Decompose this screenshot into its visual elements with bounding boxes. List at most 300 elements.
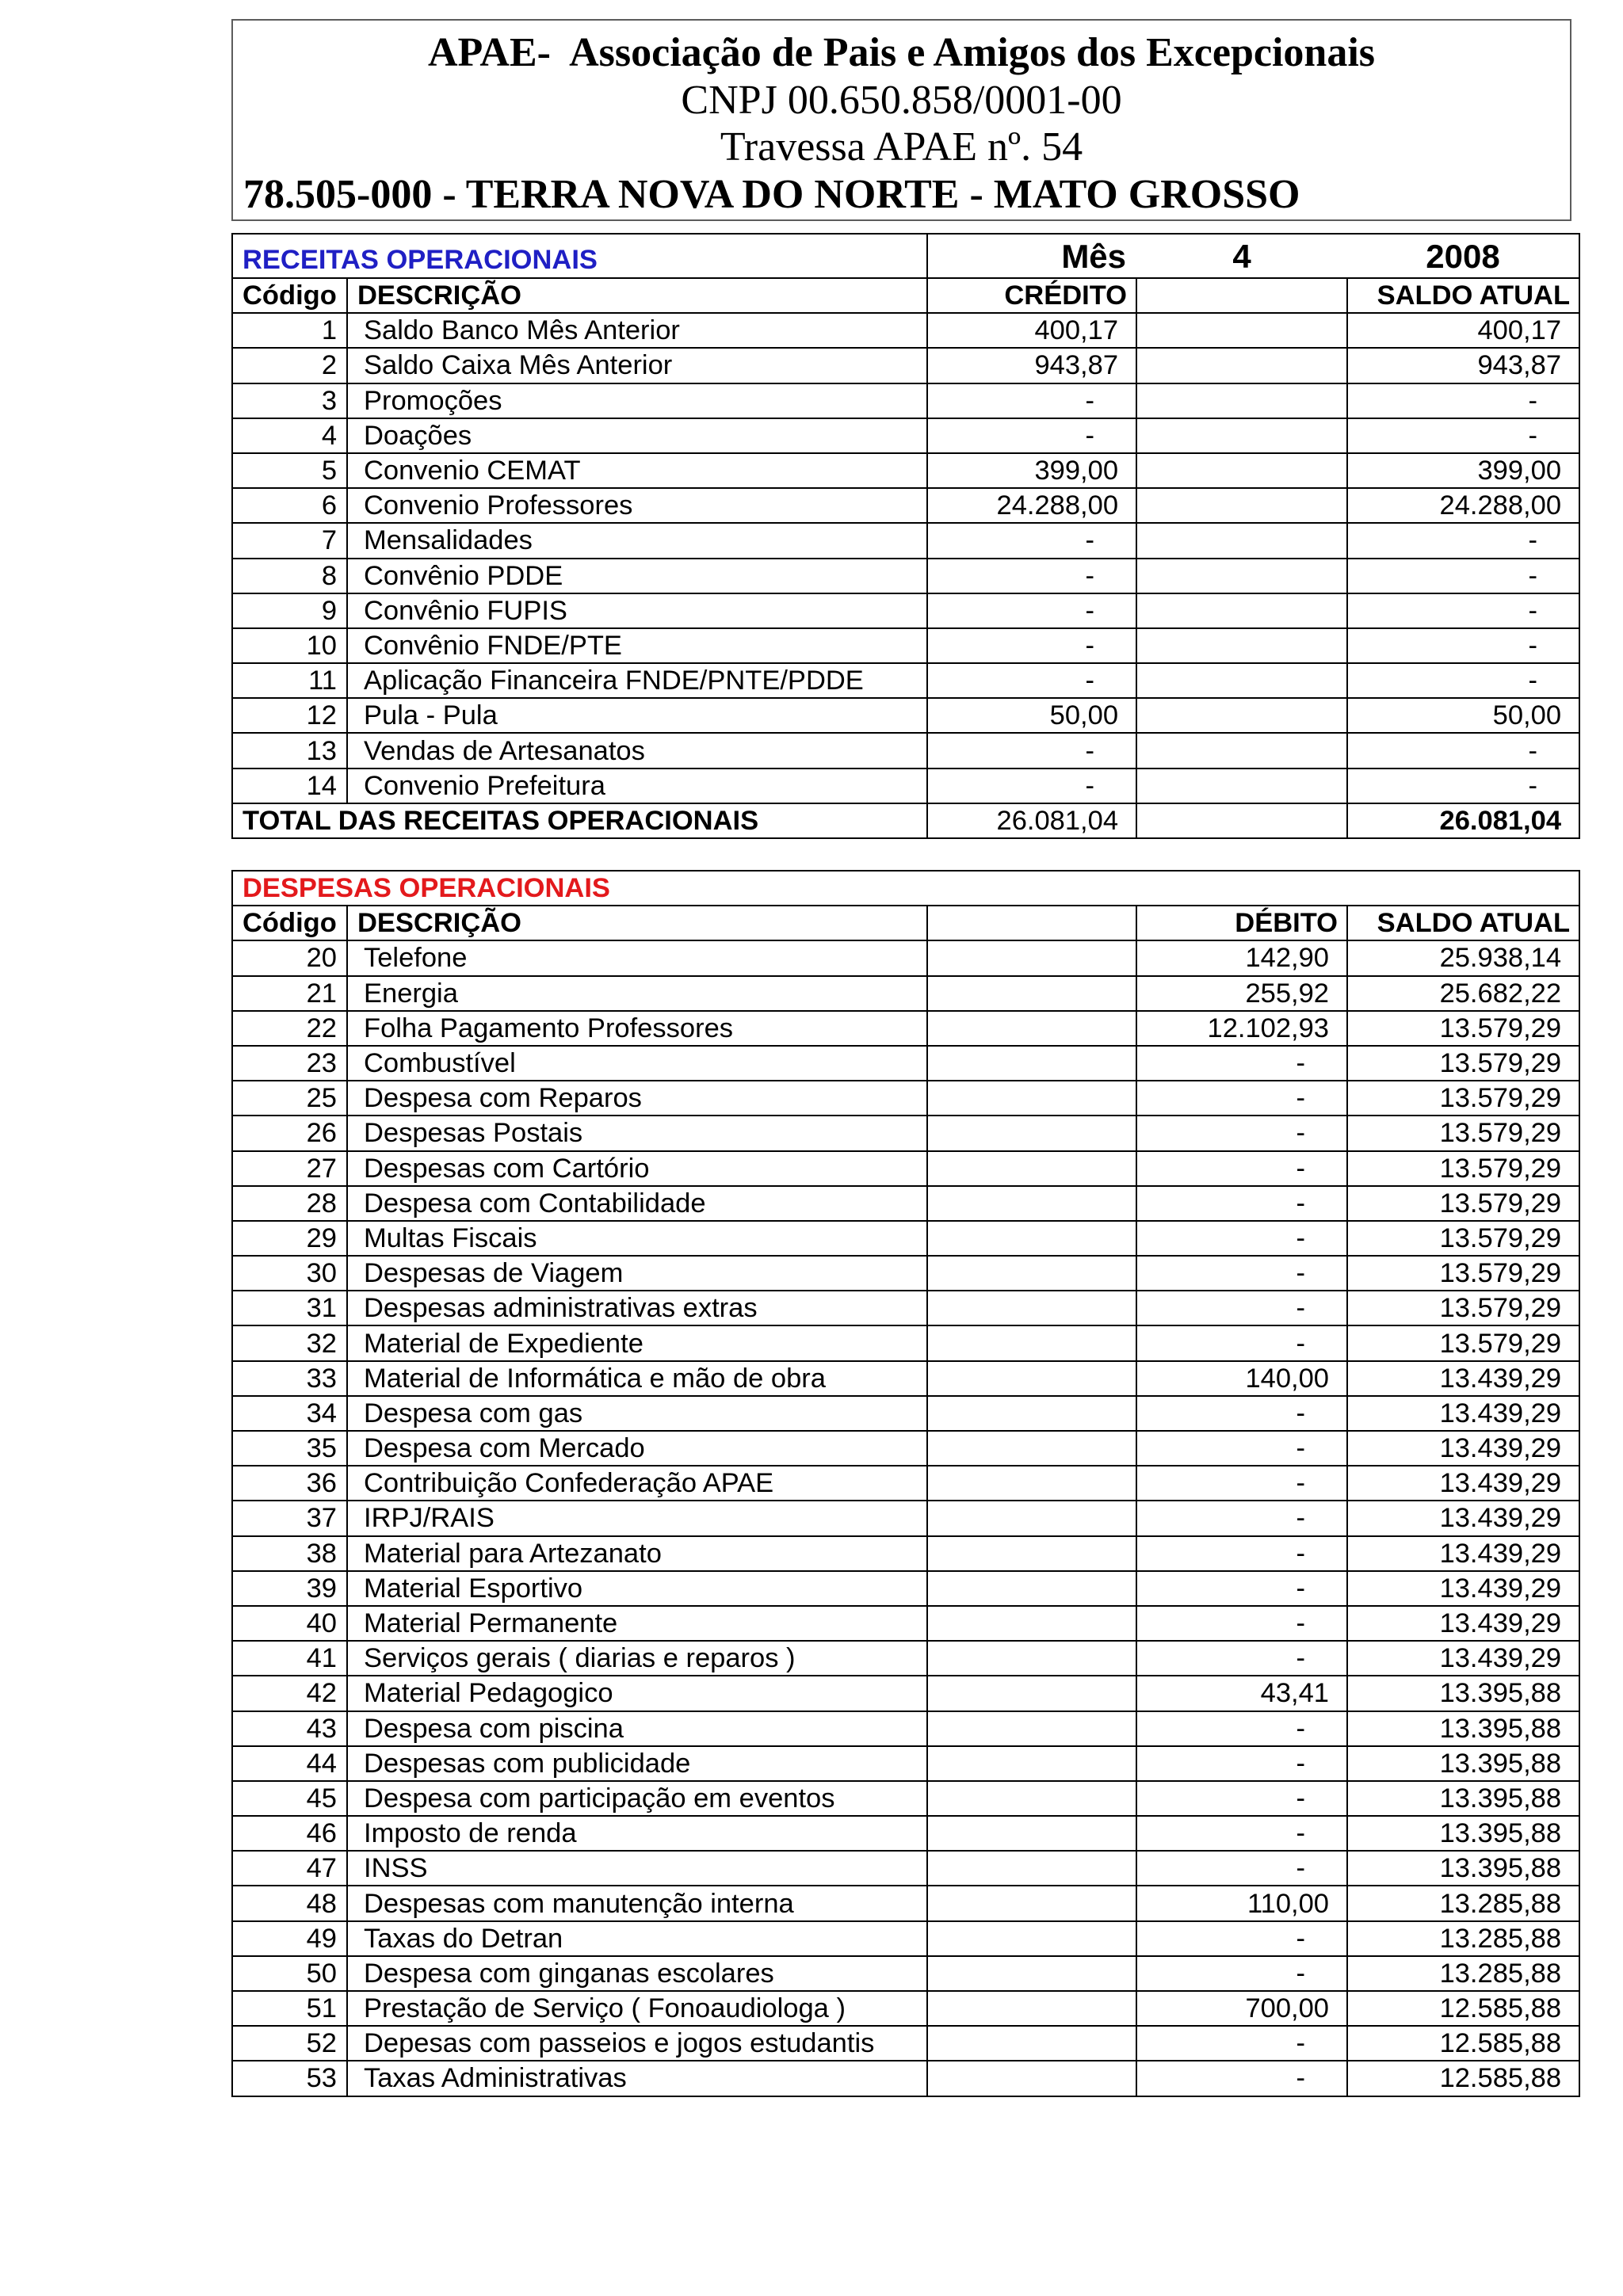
cell-code: 51 bbox=[232, 1991, 347, 2026]
cell-description: Convenio Prefeitura bbox=[347, 769, 927, 803]
empty-cell bbox=[927, 1046, 1136, 1081]
cell-code: 23 bbox=[232, 1046, 347, 1081]
empty-cell bbox=[1136, 348, 1347, 383]
empty-cell bbox=[927, 2061, 1136, 2096]
cell-debit: - bbox=[1136, 1291, 1347, 1325]
cell-code: 41 bbox=[232, 1641, 347, 1676]
despesas-row bbox=[232, 1221, 1579, 1256]
cell-description: Convenio Professores bbox=[347, 488, 927, 523]
empty-cell bbox=[927, 1781, 1136, 1816]
cell-code: 37 bbox=[232, 1501, 347, 1535]
column-header-description: DESCRIÇÃO bbox=[347, 906, 927, 940]
despesas-table-body bbox=[232, 871, 1579, 2096]
cell-description: Despesas Postais bbox=[347, 1116, 927, 1150]
empty-cell bbox=[927, 1466, 1136, 1501]
cell-description: Material Permanente bbox=[347, 1606, 927, 1641]
cell-code: 5 bbox=[232, 453, 347, 488]
despesas-row bbox=[232, 1746, 1579, 1781]
despesas-row bbox=[232, 976, 1579, 1011]
cell-description: Taxas Administrativas bbox=[347, 2061, 927, 2096]
empty-cell bbox=[1136, 313, 1347, 348]
cell-balance: 13.395,88 bbox=[1347, 1816, 1579, 1851]
cell-balance: 13.285,88 bbox=[1347, 1921, 1579, 1956]
cell-description: Material de Expediente bbox=[347, 1325, 927, 1360]
empty-cell bbox=[1136, 383, 1347, 418]
cell-code: 45 bbox=[232, 1781, 347, 1816]
cell-code: 3 bbox=[232, 383, 347, 418]
cell-balance: 13.439,29 bbox=[1347, 1431, 1579, 1466]
cell-debit: - bbox=[1136, 1256, 1347, 1291]
cell-balance: 12.585,88 bbox=[1347, 2061, 1579, 2096]
empty-cell bbox=[927, 1011, 1136, 1046]
cell-balance: 13.439,29 bbox=[1347, 1571, 1579, 1606]
cell-description: Telefone bbox=[347, 940, 927, 975]
cell-description: Pula - Pula bbox=[347, 698, 927, 733]
cell-debit: - bbox=[1136, 1606, 1347, 1641]
despesas-row bbox=[232, 1186, 1579, 1221]
cell-balance: 13.395,88 bbox=[1347, 1851, 1579, 1886]
cell-description: IRPJ/RAIS bbox=[347, 1501, 927, 1535]
cell-balance: 13.395,88 bbox=[1347, 1711, 1579, 1746]
cell-code: 43 bbox=[232, 1711, 347, 1746]
cell-debit: - bbox=[1136, 1466, 1347, 1501]
cell-description: Despesa com ginganas escolares bbox=[347, 1956, 927, 1991]
cell-description: Despesa com Contabilidade bbox=[347, 1186, 927, 1221]
period-month-label: Mês bbox=[927, 234, 1136, 278]
cell-credit: - bbox=[927, 383, 1136, 418]
despesas-row bbox=[232, 2026, 1579, 2061]
cell-balance: 13.285,88 bbox=[1347, 1956, 1579, 1991]
cell-balance: 13.439,29 bbox=[1347, 1641, 1579, 1676]
empty-cell bbox=[1136, 663, 1347, 698]
empty-cell bbox=[1136, 628, 1347, 663]
empty-cell bbox=[927, 1676, 1136, 1711]
period-month: 4 bbox=[1136, 234, 1347, 278]
empty-cell bbox=[927, 1746, 1136, 1781]
cell-balance: 13.439,29 bbox=[1347, 1396, 1579, 1431]
cell-debit: - bbox=[1136, 1325, 1347, 1360]
receitas-table bbox=[231, 233, 1580, 839]
despesas-table bbox=[231, 870, 1580, 2097]
despesas-row bbox=[232, 940, 1579, 975]
cell-code: 4 bbox=[232, 418, 347, 453]
cell-code: 2 bbox=[232, 348, 347, 383]
cell-balance: 24.288,00 bbox=[1347, 488, 1579, 523]
cell-balance: 399,00 bbox=[1347, 453, 1579, 488]
receitas-row bbox=[232, 418, 1579, 453]
despesas-row bbox=[232, 1886, 1579, 1920]
cell-credit: 399,00 bbox=[927, 453, 1136, 488]
cell-balance: 13.579,29 bbox=[1347, 1291, 1579, 1325]
cell-balance: - bbox=[1347, 418, 1579, 453]
cell-code: 6 bbox=[232, 488, 347, 523]
cell-description: Convênio FUPIS bbox=[347, 593, 927, 628]
despesas-row bbox=[232, 1431, 1579, 1466]
organization-name: APAE- Associação de Pais e Amigos dos Excepcionais bbox=[427, 30, 1376, 75]
cell-balance: 50,00 bbox=[1347, 698, 1579, 733]
cell-description: Taxas do Detran bbox=[347, 1921, 927, 1956]
cell-code: 26 bbox=[232, 1116, 347, 1150]
total-credit: 26.081,04 bbox=[927, 803, 1136, 838]
cell-balance: 400,17 bbox=[1347, 313, 1579, 348]
despesas-row bbox=[232, 1641, 1579, 1676]
cell-description: Vendas de Artesanatos bbox=[347, 733, 927, 768]
cell-balance: 13.395,88 bbox=[1347, 1676, 1579, 1711]
cell-debit: 110,00 bbox=[1136, 1886, 1347, 1920]
empty-cell bbox=[1136, 733, 1347, 768]
cell-code: 44 bbox=[232, 1746, 347, 1781]
cell-balance: - bbox=[1347, 663, 1579, 698]
empty-cell bbox=[927, 1641, 1136, 1676]
cell-description: Despesa com participação em eventos bbox=[347, 1781, 927, 1816]
cell-balance: - bbox=[1347, 559, 1579, 593]
empty-cell bbox=[927, 1116, 1136, 1150]
cell-code: 34 bbox=[232, 1396, 347, 1431]
cell-code: 29 bbox=[232, 1221, 347, 1256]
cell-code: 1 bbox=[232, 313, 347, 348]
empty-cell bbox=[927, 1501, 1136, 1535]
cell-credit: 400,17 bbox=[927, 313, 1136, 348]
cell-code: 9 bbox=[232, 593, 347, 628]
cell-credit: - bbox=[927, 559, 1136, 593]
despesas-row bbox=[232, 1116, 1579, 1150]
column-header-debit: DÉBITO bbox=[1136, 906, 1347, 940]
empty-header-cell bbox=[927, 906, 1136, 940]
cell-code: 36 bbox=[232, 1466, 347, 1501]
column-header-code: Código bbox=[232, 906, 347, 940]
period-year: 2008 bbox=[1347, 234, 1579, 278]
receitas-row bbox=[232, 383, 1579, 418]
cell-balance: - bbox=[1347, 733, 1579, 768]
receitas-row bbox=[232, 663, 1579, 698]
empty-cell bbox=[927, 1291, 1136, 1325]
cell-credit: - bbox=[927, 663, 1136, 698]
empty-cell bbox=[1136, 803, 1347, 838]
cell-balance: 943,87 bbox=[1347, 348, 1579, 383]
empty-cell bbox=[1136, 418, 1347, 453]
receitas-row bbox=[232, 628, 1579, 663]
cell-code: 47 bbox=[232, 1851, 347, 1886]
cell-code: 48 bbox=[232, 1886, 347, 1920]
despesas-row bbox=[232, 1396, 1579, 1431]
despesas-row bbox=[232, 1011, 1579, 1046]
total-label: TOTAL DAS RECEITAS OPERACIONAIS bbox=[232, 803, 927, 838]
cell-debit: - bbox=[1136, 1781, 1347, 1816]
cell-balance: - bbox=[1347, 628, 1579, 663]
empty-cell bbox=[927, 1256, 1136, 1291]
cell-debit: - bbox=[1136, 1921, 1347, 1956]
empty-cell bbox=[1136, 453, 1347, 488]
cell-debit: - bbox=[1136, 1116, 1347, 1150]
empty-cell bbox=[927, 976, 1136, 1011]
cell-debit: 12.102,93 bbox=[1136, 1011, 1347, 1046]
cell-debit: - bbox=[1136, 1816, 1347, 1851]
receitas-table-body bbox=[232, 234, 1579, 838]
cell-credit: - bbox=[927, 733, 1136, 768]
column-header-code: Código bbox=[232, 278, 347, 313]
cell-description: Despesas com manutenção interna bbox=[347, 1886, 927, 1920]
empty-cell bbox=[1136, 698, 1347, 733]
cell-credit: - bbox=[927, 593, 1136, 628]
cell-description: Multas Fiscais bbox=[347, 1221, 927, 1256]
cell-balance: 13.395,88 bbox=[1347, 1781, 1579, 1816]
despesas-title-row bbox=[232, 871, 1579, 906]
cell-balance: 13.579,29 bbox=[1347, 1116, 1579, 1150]
document-header bbox=[231, 19, 1571, 221]
despesas-row bbox=[232, 2061, 1579, 2096]
cell-description: Despesas administrativas extras bbox=[347, 1291, 927, 1325]
despesas-row bbox=[232, 1256, 1579, 1291]
cell-code: 38 bbox=[232, 1536, 347, 1571]
cell-description: Despesas com publicidade bbox=[347, 1746, 927, 1781]
empty-cell bbox=[1136, 523, 1347, 558]
cell-balance: 13.579,29 bbox=[1347, 1011, 1579, 1046]
empty-cell bbox=[927, 1571, 1136, 1606]
empty-cell bbox=[927, 2026, 1136, 2061]
cell-code: 35 bbox=[232, 1431, 347, 1466]
cell-balance: 13.579,29 bbox=[1347, 1151, 1579, 1186]
empty-cell bbox=[927, 1711, 1136, 1746]
despesas-row bbox=[232, 1921, 1579, 1956]
cell-debit: - bbox=[1136, 2026, 1347, 2061]
cell-code: 10 bbox=[232, 628, 347, 663]
despesas-row bbox=[232, 1851, 1579, 1886]
cell-description: Convênio PDDE bbox=[347, 559, 927, 593]
cell-credit: - bbox=[927, 628, 1136, 663]
cell-credit: 24.288,00 bbox=[927, 488, 1136, 523]
cell-code: 21 bbox=[232, 976, 347, 1011]
cell-description: Combustível bbox=[347, 1046, 927, 1081]
empty-cell bbox=[927, 1991, 1136, 2026]
cell-balance: 13.439,29 bbox=[1347, 1466, 1579, 1501]
empty-cell bbox=[927, 1221, 1136, 1256]
despesas-row bbox=[232, 1781, 1579, 1816]
despesas-row bbox=[232, 1711, 1579, 1746]
cell-debit: 43,41 bbox=[1136, 1676, 1347, 1711]
empty-cell bbox=[927, 1921, 1136, 1956]
cell-description: Aplicação Financeira FNDE/PNTE/PDDE bbox=[347, 663, 927, 698]
cell-debit: - bbox=[1136, 1221, 1347, 1256]
despesas-row bbox=[232, 1991, 1579, 2026]
cell-debit: - bbox=[1136, 1046, 1347, 1081]
cell-code: 11 bbox=[232, 663, 347, 698]
cell-credit: - bbox=[927, 418, 1136, 453]
empty-header-cell bbox=[1136, 278, 1347, 313]
despesas-row bbox=[232, 1501, 1579, 1535]
receitas-row bbox=[232, 698, 1579, 733]
cell-balance: 25.682,22 bbox=[1347, 976, 1579, 1011]
address-line: Travessa APAE nº. 54 bbox=[720, 124, 1083, 170]
cell-balance: 12.585,88 bbox=[1347, 2026, 1579, 2061]
despesas-header-row bbox=[232, 906, 1579, 940]
cell-description: Doações bbox=[347, 418, 927, 453]
despesas-row bbox=[232, 1151, 1579, 1186]
cell-debit: - bbox=[1136, 1186, 1347, 1221]
cell-code: 50 bbox=[232, 1956, 347, 1991]
cell-description: Energia bbox=[347, 976, 927, 1011]
cell-balance: 13.579,29 bbox=[1347, 1256, 1579, 1291]
cell-code: 22 bbox=[232, 1011, 347, 1046]
empty-cell bbox=[927, 1396, 1136, 1431]
cell-code: 49 bbox=[232, 1921, 347, 1956]
cell-credit: - bbox=[927, 769, 1136, 803]
cell-balance: 13.579,29 bbox=[1347, 1186, 1579, 1221]
cell-code: 53 bbox=[232, 2061, 347, 2096]
despesas-row bbox=[232, 1466, 1579, 1501]
cell-debit: - bbox=[1136, 1851, 1347, 1886]
cell-balance: 13.579,29 bbox=[1347, 1325, 1579, 1360]
despesas-row bbox=[232, 1325, 1579, 1360]
cell-credit: 943,87 bbox=[927, 348, 1136, 383]
cell-code: 40 bbox=[232, 1606, 347, 1641]
cell-balance: 13.579,29 bbox=[1347, 1046, 1579, 1081]
total-balance: 26.081,04 bbox=[1347, 803, 1579, 838]
cell-code: 28 bbox=[232, 1186, 347, 1221]
despesas-row bbox=[232, 1046, 1579, 1081]
cell-code: 20 bbox=[232, 940, 347, 975]
despesas-row bbox=[232, 1571, 1579, 1606]
cell-description: Mensalidades bbox=[347, 523, 927, 558]
cell-balance: 13.395,88 bbox=[1347, 1746, 1579, 1781]
cell-debit: - bbox=[1136, 1956, 1347, 1991]
cell-code: 30 bbox=[232, 1256, 347, 1291]
empty-cell bbox=[927, 940, 1136, 975]
empty-cell bbox=[927, 1816, 1136, 1851]
cell-credit: - bbox=[927, 523, 1136, 558]
cell-description: Material de Informática e mão de obra bbox=[347, 1361, 927, 1396]
cell-debit: - bbox=[1136, 1641, 1347, 1676]
cell-balance: - bbox=[1347, 593, 1579, 628]
column-header-balance: SALDO ATUAL bbox=[1347, 906, 1579, 940]
empty-cell bbox=[927, 1956, 1136, 1991]
despesas-row bbox=[232, 1816, 1579, 1851]
cell-description: Convênio FNDE/PTE bbox=[347, 628, 927, 663]
despesas-row bbox=[232, 1361, 1579, 1396]
cell-credit: 50,00 bbox=[927, 698, 1136, 733]
cell-code: 12 bbox=[232, 698, 347, 733]
cell-balance: 13.285,88 bbox=[1347, 1886, 1579, 1920]
cell-description: Promoções bbox=[347, 383, 927, 418]
cell-description: Saldo Caixa Mês Anterior bbox=[347, 348, 927, 383]
cell-description: Despesas de Viagem bbox=[347, 1256, 927, 1291]
empty-cell bbox=[927, 1325, 1136, 1360]
cell-balance: 13.439,29 bbox=[1347, 1361, 1579, 1396]
cell-debit: 142,90 bbox=[1136, 940, 1347, 975]
cell-balance: - bbox=[1347, 523, 1579, 558]
empty-cell bbox=[927, 1851, 1136, 1886]
cell-balance: 12.585,88 bbox=[1347, 1991, 1579, 2026]
cell-description: INSS bbox=[347, 1851, 927, 1886]
receitas-row bbox=[232, 733, 1579, 768]
cell-balance: - bbox=[1347, 769, 1579, 803]
despesas-row bbox=[232, 1081, 1579, 1116]
cell-description: Convenio CEMAT bbox=[347, 453, 927, 488]
empty-cell bbox=[1136, 488, 1347, 523]
cell-code: 25 bbox=[232, 1081, 347, 1116]
receitas-row bbox=[232, 523, 1579, 558]
despesas-title: DESPESAS OPERACIONAIS bbox=[232, 871, 1579, 906]
cell-code: 8 bbox=[232, 559, 347, 593]
receitas-total-row bbox=[232, 803, 1579, 838]
cell-debit: - bbox=[1136, 1431, 1347, 1466]
cell-code: 14 bbox=[232, 769, 347, 803]
receitas-row bbox=[232, 769, 1579, 803]
cell-balance: 13.579,29 bbox=[1347, 1081, 1579, 1116]
column-header-balance: SALDO ATUAL bbox=[1347, 278, 1579, 313]
cell-balance: 13.579,29 bbox=[1347, 1221, 1579, 1256]
cell-balance: 13.439,29 bbox=[1347, 1501, 1579, 1535]
receitas-row bbox=[232, 488, 1579, 523]
cell-balance: 13.439,29 bbox=[1347, 1606, 1579, 1641]
empty-cell bbox=[927, 1606, 1136, 1641]
receitas-row bbox=[232, 453, 1579, 488]
receitas-row bbox=[232, 559, 1579, 593]
cell-description: Material Esportivo bbox=[347, 1571, 927, 1606]
cell-description: Depesas com passeios e jogos estudantis bbox=[347, 2026, 927, 2061]
despesas-row bbox=[232, 1606, 1579, 1641]
column-header-description: DESCRIÇÃO bbox=[347, 278, 927, 313]
despesas-row bbox=[232, 1536, 1579, 1571]
cell-debit: - bbox=[1136, 1501, 1347, 1535]
cell-debit: - bbox=[1136, 1396, 1347, 1431]
cell-description: Prestação de Serviço ( Fonoaudiologa ) bbox=[347, 1991, 927, 2026]
cell-debit: - bbox=[1136, 1536, 1347, 1571]
empty-cell bbox=[927, 1081, 1136, 1116]
receitas-row bbox=[232, 313, 1579, 348]
cell-balance: - bbox=[1347, 383, 1579, 418]
empty-cell bbox=[1136, 769, 1347, 803]
despesas-row bbox=[232, 1291, 1579, 1325]
receitas-row bbox=[232, 593, 1579, 628]
cell-balance: 25.938,14 bbox=[1347, 940, 1579, 975]
cell-description: Serviços gerais ( diarias e reparos ) bbox=[347, 1641, 927, 1676]
empty-cell bbox=[927, 1186, 1136, 1221]
cell-description: Imposto de renda bbox=[347, 1816, 927, 1851]
empty-cell bbox=[927, 1361, 1136, 1396]
cell-debit: - bbox=[1136, 1746, 1347, 1781]
cell-description: Despesa com piscina bbox=[347, 1711, 927, 1746]
cell-code: 42 bbox=[232, 1676, 347, 1711]
cell-debit: - bbox=[1136, 1571, 1347, 1606]
despesas-row bbox=[232, 1676, 1579, 1711]
cell-code: 32 bbox=[232, 1325, 347, 1360]
cell-code: 46 bbox=[232, 1816, 347, 1851]
cell-debit: - bbox=[1136, 1151, 1347, 1186]
cell-debit: - bbox=[1136, 2061, 1347, 2096]
cell-code: 31 bbox=[232, 1291, 347, 1325]
cell-code: 39 bbox=[232, 1571, 347, 1606]
despesas-row bbox=[232, 1956, 1579, 1991]
cell-code: 27 bbox=[232, 1151, 347, 1186]
receitas-title-row bbox=[232, 234, 1579, 278]
cell-description: Material Pedagogico bbox=[347, 1676, 927, 1711]
cell-debit: 140,00 bbox=[1136, 1361, 1347, 1396]
empty-cell bbox=[927, 1536, 1136, 1571]
empty-cell bbox=[1136, 593, 1347, 628]
receitas-header-row bbox=[232, 278, 1579, 313]
city-line: 78.505-000 - TERRA NOVA DO NORTE - MATO GROSSO bbox=[243, 172, 1300, 218]
empty-cell bbox=[927, 1886, 1136, 1920]
cell-description: Saldo Banco Mês Anterior bbox=[347, 313, 927, 348]
empty-cell bbox=[1136, 559, 1347, 593]
cell-description: Despesa com gas bbox=[347, 1396, 927, 1431]
cell-debit: - bbox=[1136, 1711, 1347, 1746]
cnpj-line: CNPJ 00.650.858/0001-00 bbox=[681, 77, 1122, 123]
column-header-credit: CRÉDITO bbox=[927, 278, 1136, 313]
cell-description: Folha Pagamento Professores bbox=[347, 1011, 927, 1046]
receitas-title: RECEITAS OPERACIONAIS bbox=[232, 234, 927, 278]
cell-debit: 255,92 bbox=[1136, 976, 1347, 1011]
